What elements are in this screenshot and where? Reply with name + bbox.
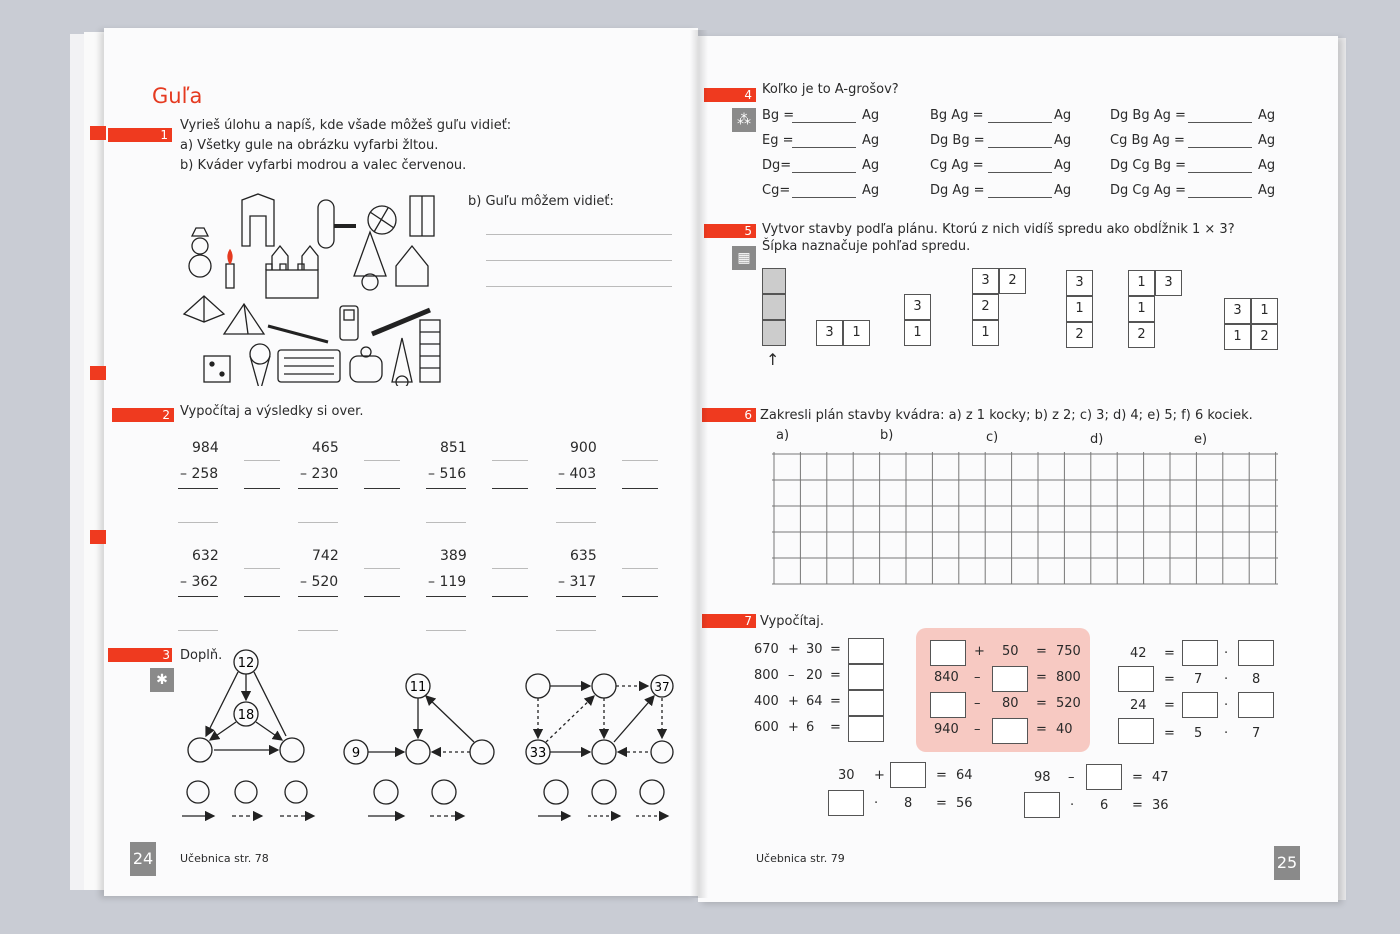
coin-answer-blank[interactable] (988, 122, 1052, 123)
check-blank[interactable] (244, 568, 280, 569)
equals: = (1036, 722, 1047, 737)
answer-box[interactable] (1182, 640, 1218, 666)
minuend: 632 (192, 548, 219, 564)
rolling-pin-icon (372, 310, 430, 334)
answer-blank[interactable] (492, 596, 528, 597)
check-blank[interactable] (492, 460, 528, 461)
check-blank[interactable] (298, 630, 338, 631)
exercise-4-title: Koľko je to A-grošov? (762, 82, 899, 97)
operand: 20 (806, 668, 823, 683)
operand: 50 (1002, 644, 1019, 659)
exercise-4-number: 4 (744, 88, 752, 102)
times: · (1224, 646, 1229, 661)
operator: – (974, 696, 981, 711)
answer-blank[interactable] (492, 488, 528, 489)
unit-label: Ag (1054, 108, 1072, 123)
times: · (874, 796, 879, 811)
result: 56 (956, 796, 973, 811)
coin-answer-blank[interactable] (792, 147, 856, 148)
exercise-5-line2: Šípka naznačuje pohľad spredu. (762, 239, 971, 254)
check-blank[interactable] (426, 630, 466, 631)
answer-box[interactable] (930, 692, 966, 718)
coin-label: Cg= (762, 183, 791, 198)
equals: = (830, 694, 841, 709)
coins-icon: ⁂ (732, 108, 756, 132)
operator: + (788, 694, 799, 709)
equals: = (1132, 798, 1143, 813)
answer-blank[interactable] (364, 488, 400, 489)
operand: 6 (1100, 798, 1109, 813)
exercise-1-number: 1 (160, 128, 168, 142)
result-rule (556, 488, 596, 489)
answer-line[interactable] (486, 286, 672, 287)
exercise-7-number: 7 (744, 614, 752, 628)
plan-cell: 1 (1251, 298, 1278, 324)
operator: + (788, 720, 799, 735)
coin-label: Dg Bg = (930, 133, 985, 148)
plan-cell: 3 (1224, 298, 1251, 324)
page-title: Guľa (152, 84, 203, 108)
operand: 940 (934, 722, 959, 737)
answer-line[interactable] (486, 260, 672, 261)
plan-cell: 3 (816, 320, 843, 346)
view-block (762, 268, 786, 294)
view-block (762, 294, 786, 320)
coin-label: Dg= (762, 158, 792, 173)
exercise-5-line1: Vytvor stavby podľa plánu. Ktorú z nich vidíš spredu ako obdĺžnik 1 × 3? (762, 222, 1235, 237)
page-number-left: 24 (130, 842, 156, 876)
result-rule (426, 488, 466, 489)
coin-label: Dg Bg Ag = (1110, 108, 1186, 123)
plan-cell: 1 (904, 320, 931, 346)
edge-tab (90, 126, 106, 140)
check-blank[interactable] (364, 460, 400, 461)
result: 47 (1152, 770, 1169, 785)
node-label: 9 (351, 746, 361, 761)
answer-blank[interactable] (364, 596, 400, 597)
answer-box[interactable] (992, 718, 1028, 744)
pencil-icon (268, 326, 328, 342)
check-blank[interactable] (492, 568, 528, 569)
drawing-grid[interactable] (772, 450, 1278, 590)
equals: = (1164, 646, 1175, 661)
coin-answer-blank[interactable] (792, 172, 856, 173)
coin-answer-blank[interactable] (1188, 122, 1252, 123)
page-number-right: 25 (1274, 846, 1300, 880)
operator: – (974, 670, 981, 685)
result-rule (178, 488, 218, 489)
equals: = (936, 796, 947, 811)
exercise-2-number: 2 (162, 408, 170, 422)
node-label: 12 (237, 656, 255, 671)
check-blank[interactable] (622, 568, 658, 569)
operand: 30 (838, 768, 855, 783)
exercise-1-answer-label: b) Guľu môžem vidieť: (468, 194, 614, 209)
answer-box[interactable] (1118, 666, 1154, 692)
subtrahend: – 258 (180, 466, 219, 482)
check-blank[interactable] (426, 522, 466, 523)
coin-answer-blank[interactable] (792, 122, 856, 123)
operand: 8 (1252, 672, 1261, 687)
minuend: 465 (312, 440, 339, 456)
node-label: 33 (529, 746, 547, 761)
minuend: 742 (312, 548, 339, 564)
coin-answer-blank[interactable] (988, 147, 1052, 148)
coin-label: Eg = (762, 133, 794, 148)
equals: = (830, 642, 841, 657)
gate-icon (242, 194, 274, 246)
plan-cell: 1 (972, 320, 999, 346)
pot-icon (350, 356, 382, 382)
result: 750 (1056, 644, 1081, 659)
coin-answer-blank[interactable] (1188, 147, 1252, 148)
coin-label: Cg Bg Ag = (1110, 133, 1185, 148)
result: 800 (1056, 670, 1081, 685)
operand: 42 (1130, 646, 1147, 661)
plan-cell: 2 (1066, 322, 1093, 348)
result-rule (556, 596, 596, 597)
node-label: 37 (654, 680, 670, 694)
coin-label: Bg = (762, 108, 795, 123)
subtrahend: – 230 (300, 466, 339, 482)
check-blank[interactable] (364, 568, 400, 569)
coin-answer-blank[interactable] (1188, 197, 1252, 198)
coin-answer-blank[interactable] (792, 197, 856, 198)
operand: 80 (1002, 696, 1019, 711)
operand: 8 (904, 796, 913, 811)
coin-label: Dg Cg Ag = (1110, 183, 1187, 198)
result-rule (298, 596, 338, 597)
operand: 800 (754, 668, 779, 683)
coin-label: Dg Cg Bg = (1110, 158, 1187, 173)
plan-label-b: b) (880, 428, 894, 443)
operator: + (788, 642, 799, 657)
operand: 24 (1130, 698, 1147, 713)
unit-label: Ag (1258, 183, 1276, 198)
plan-cell: 1 (1128, 296, 1155, 322)
answer-box[interactable] (1086, 764, 1122, 790)
unit-label: Ag (1258, 133, 1276, 148)
exercise-2-instruction: Vypočítaj a výsledky si over. (180, 404, 364, 419)
equals: = (1132, 770, 1143, 785)
minuend: 389 (440, 548, 467, 564)
edge-tab (90, 530, 106, 544)
operand: 840 (934, 670, 959, 685)
plan-label-c: c) (986, 430, 999, 445)
check-blank[interactable] (556, 630, 596, 631)
operator: – (1068, 770, 1075, 785)
snowman-body-icon (189, 255, 211, 277)
answer-box[interactable] (1024, 792, 1060, 818)
equals: = (1164, 672, 1175, 687)
equals: = (936, 768, 947, 783)
unit-label: Ag (862, 108, 880, 123)
times: · (1224, 672, 1229, 687)
operator: + (874, 768, 885, 783)
footer-right: Učebnica str. 79 (756, 852, 845, 865)
grid-icon: ▦ (732, 246, 756, 270)
castle-icon (266, 270, 318, 298)
result: 36 (1152, 798, 1169, 813)
plan-cell: 2 (1128, 322, 1155, 348)
snowman-hat-icon (192, 228, 208, 236)
answer-box[interactable] (848, 716, 884, 742)
result-rule (426, 596, 466, 597)
equals: = (1036, 696, 1047, 711)
result: 520 (1056, 696, 1081, 711)
plan-label-a: a) (776, 428, 790, 443)
result: 64 (956, 768, 973, 783)
answer-box[interactable] (1238, 640, 1274, 666)
check-blank[interactable] (244, 460, 280, 461)
answer-box[interactable] (1238, 692, 1274, 718)
book-spine (690, 30, 708, 898)
footer-left: Učebnica str. 78 (180, 852, 269, 865)
equals: = (830, 720, 841, 735)
times: · (1070, 798, 1075, 813)
operator: – (788, 668, 795, 683)
equals: = (1036, 670, 1047, 685)
check-blank[interactable] (556, 522, 596, 523)
edge-tab (90, 366, 106, 380)
exercise-1-line2: a) Všetky gule na obrázku vyfarbi žltou. (180, 138, 439, 153)
answer-box[interactable] (828, 790, 864, 816)
answer-box[interactable] (1118, 718, 1154, 744)
node-label: 11 (409, 680, 427, 695)
operand: 600 (754, 720, 779, 735)
subtrahend: – 317 (558, 574, 597, 590)
plan-cell: 1 (843, 320, 870, 346)
plan-cell: 1 (1128, 270, 1155, 296)
result: 40 (1056, 722, 1073, 737)
shapes-illustration (174, 186, 454, 386)
subtrahend: – 403 (558, 466, 597, 482)
left-page (104, 28, 698, 896)
exercise-5-number: 5 (744, 224, 752, 238)
answer-blank[interactable] (622, 596, 658, 597)
coin-answer-blank[interactable] (1188, 172, 1252, 173)
minuend: 635 (570, 548, 597, 564)
operand: 64 (806, 694, 823, 709)
plan-cell: 3 (1066, 270, 1093, 296)
coin-label: Cg Ag = (930, 158, 984, 173)
coin-answer-blank[interactable] (988, 172, 1052, 173)
plan-cell: 1 (1066, 296, 1093, 322)
check-blank[interactable] (622, 460, 658, 461)
subtrahend: – 119 (428, 574, 467, 590)
house-icon (396, 246, 428, 286)
answer-box[interactable] (848, 638, 884, 664)
exercise-6-instruction: Zakresli plán stavby kvádra: a) z 1 kocky; b) z 2; c) 3; d) 4; e) 5; f) 6 kociek. (760, 408, 1253, 423)
operand: 670 (754, 642, 779, 657)
front-view-arrow: ↑ (766, 350, 780, 369)
tower-icon (420, 320, 440, 382)
unit-label: Ag (862, 158, 880, 173)
equals: = (830, 668, 841, 683)
check-blank[interactable] (178, 522, 218, 523)
result-rule (178, 596, 218, 597)
operand: 6 (806, 720, 815, 735)
answer-blank[interactable] (622, 488, 658, 489)
exercise-1-line1: Vyrieš úlohu a napíš, kde všade môžeš guľu vidieť: (180, 118, 512, 133)
plan-cell: 2 (999, 268, 1026, 294)
unit-label: Ag (1054, 183, 1072, 198)
operand: 98 (1034, 770, 1051, 785)
number-graphs (174, 646, 694, 846)
subtrahend: – 520 (300, 574, 339, 590)
answer-box[interactable] (1182, 692, 1218, 718)
operand: 7 (1252, 726, 1261, 741)
plan-label-e: e) (1194, 432, 1208, 447)
answer-box[interactable] (848, 664, 884, 690)
unit-label: Ag (862, 133, 880, 148)
exercise-7-instruction: Vypočítaj. (760, 614, 825, 629)
exercise-1-line3: b) Kváder vyfarbi modrou a valec červenou. (180, 158, 467, 173)
plan-cell: 1 (1224, 324, 1251, 350)
times: · (1224, 698, 1229, 713)
right-page (698, 36, 1338, 902)
bug-icon: ✱ (150, 668, 174, 692)
operator: – (974, 722, 981, 737)
exercise-6-number: 6 (744, 408, 752, 422)
unit-label: Ag (1258, 158, 1276, 173)
result-rule (298, 488, 338, 489)
view-block (762, 320, 786, 346)
answer-box[interactable] (930, 640, 966, 666)
minuend: 851 (440, 440, 467, 456)
times: · (1224, 726, 1229, 741)
unit-label: Ag (1054, 158, 1072, 173)
operator: + (974, 644, 985, 659)
answer-blank[interactable] (244, 488, 280, 489)
candle-icon (226, 264, 234, 288)
answer-blank[interactable] (244, 596, 280, 597)
operand: 5 (1194, 726, 1203, 741)
equals: = (1164, 726, 1175, 741)
equals: = (1036, 644, 1047, 659)
unit-label: Ag (1054, 133, 1072, 148)
subtrahend: – 362 (180, 574, 219, 590)
exercise-3-instruction: Doplň. (180, 648, 223, 663)
exercise-3-number: 3 (162, 648, 170, 662)
plan-cell: 3 (972, 268, 999, 294)
dice-icon (204, 356, 230, 382)
snowman-head-icon (192, 238, 208, 254)
cylinder-icon (318, 200, 334, 248)
operand: 30 (806, 642, 823, 657)
answer-line[interactable] (486, 234, 672, 235)
plan-label-d: d) (1090, 432, 1104, 447)
coin-label: Dg Ag = (930, 183, 985, 198)
coin-label: Bg Ag = (930, 108, 984, 123)
party-hat-icon (354, 232, 386, 276)
equals: = (1164, 698, 1175, 713)
phone-icon (340, 306, 358, 340)
check-blank[interactable] (298, 522, 338, 523)
plan-cell: 2 (972, 294, 999, 320)
coin-answer-blank[interactable] (988, 197, 1052, 198)
operand: 7 (1194, 672, 1203, 687)
unit-label: Ag (862, 183, 880, 198)
minuend: 984 (192, 440, 219, 456)
unit-label: Ag (1258, 108, 1276, 123)
operand: 400 (754, 694, 779, 709)
check-blank[interactable] (178, 630, 218, 631)
node-label: 18 (237, 708, 255, 723)
minuend: 900 (570, 440, 597, 456)
answer-box[interactable] (890, 762, 926, 788)
subtrahend: – 516 (428, 466, 467, 482)
plan-cell: 3 (904, 294, 931, 320)
node-circle[interactable] (188, 738, 212, 762)
plan-cell: 3 (1155, 270, 1182, 296)
answer-box[interactable] (992, 666, 1028, 692)
node-circle[interactable] (280, 738, 304, 762)
plan-cell: 2 (1251, 324, 1278, 350)
answer-box[interactable] (848, 690, 884, 716)
